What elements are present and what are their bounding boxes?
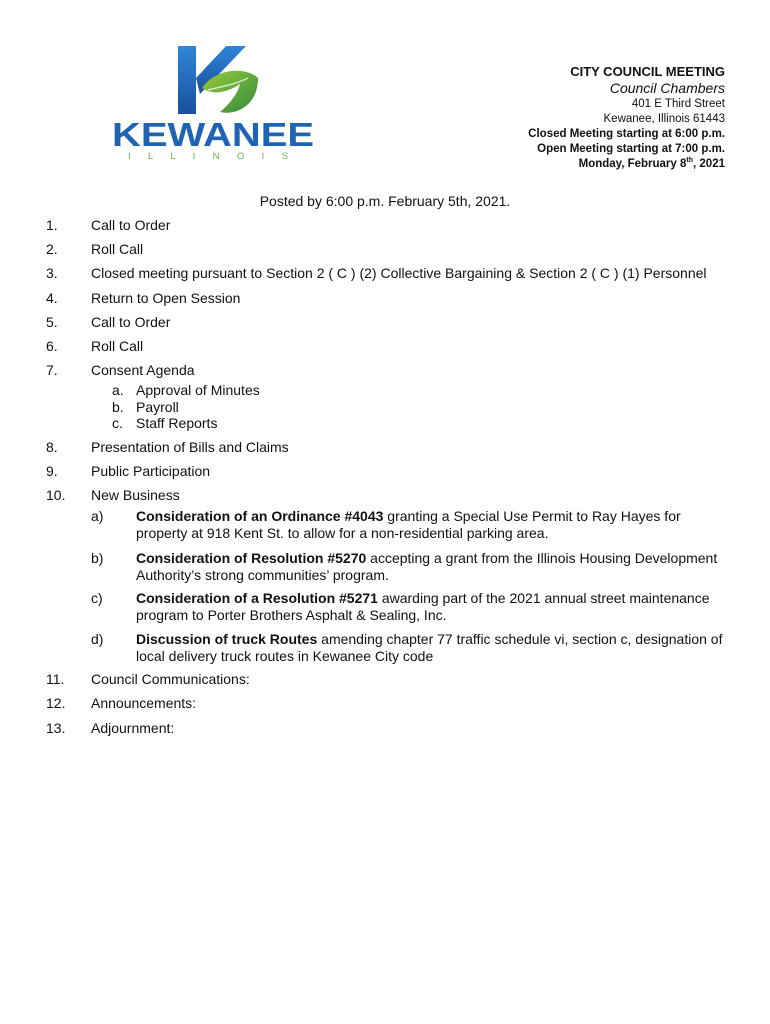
list-item: a. Approval of Minutes — [112, 382, 260, 399]
new-business-item: c) Consideration of a Resolution #5271 awarding part of the 2021 annual street maintenance program to Porter Brothers Asphalt & Sealing, Inc. — [91, 590, 710, 623]
agenda-list — [46, 216, 736, 743]
address-city: Kewanee, Illinois 61443 — [603, 113, 725, 125]
agenda-item: 1. Call to Order — [46, 217, 171, 233]
meeting-title: CITY COUNCIL MEETING — [570, 64, 725, 79]
agenda-item: 12. Announcements: — [46, 695, 197, 712]
logo-wordmark: KEWANEE — [112, 116, 314, 153]
agenda-item: 9. Public Participation — [46, 463, 211, 479]
agenda-item: 10. New Business — [46, 487, 180, 504]
meeting-date: Monday, February 8th, 2021 — [578, 157, 725, 170]
list-item: c. Staff Reports — [112, 415, 218, 432]
meeting-header — [528, 63, 725, 172]
new-business-list — [91, 508, 736, 664]
address-street: 401 E Third Street — [631, 98, 725, 110]
agenda-item: 2. Roll Call — [46, 241, 144, 258]
consent-agenda-subitems — [112, 382, 736, 432]
new-business-item: d) Discussion of truck Routes amending chapter 77 traffic schedule vi, section c, designation of local delivery truck routes in Kewanee City code — [91, 631, 723, 664]
logo-subtext: I L L I N O I S — [128, 151, 288, 162]
agenda-item: 8. Presentation of Bills and Claims — [46, 438, 289, 455]
agenda-item: 3. Closed meeting pursuant to Section 2 ( C ) (2) Collective Bargaining & Section 2 ( C ) (1) Personnel — [46, 265, 707, 282]
posted-notice: Posted by 6:00 p.m. February 5th, 2021. — [259, 193, 511, 209]
new-business-item: b) Consideration of Resolution #5270 accepting a grant from the Illinois Housing Development Authority’s strong communities’ program. — [91, 550, 718, 583]
agenda-item: 5. Call to Order — [46, 313, 171, 330]
kewanee-logo — [108, 44, 318, 162]
agenda-item: 13. Adjournment: — [46, 719, 175, 736]
agenda-item: 11. Council Communications: — [46, 671, 250, 688]
new-business-item: a) Consideration of an Ordinance #4043 granting a Special Use Permit to Ray Hayes for property at 918 Kent St. to allow for a non-residential parking area. — [91, 508, 681, 541]
closed-meeting-time: Closed Meeting starting at 6:00 p.m. — [528, 128, 725, 140]
agenda-item: 4. Return to Open Session — [46, 289, 241, 306]
meeting-location: Council Chambers — [609, 80, 725, 96]
list-item: b. Payroll — [112, 398, 179, 415]
agenda-item: 7. Consent Agenda — [46, 362, 195, 379]
agenda-item: 6. Roll Call — [46, 337, 144, 354]
open-meeting-time: Open Meeting starting at 7:00 p.m. — [537, 143, 725, 155]
